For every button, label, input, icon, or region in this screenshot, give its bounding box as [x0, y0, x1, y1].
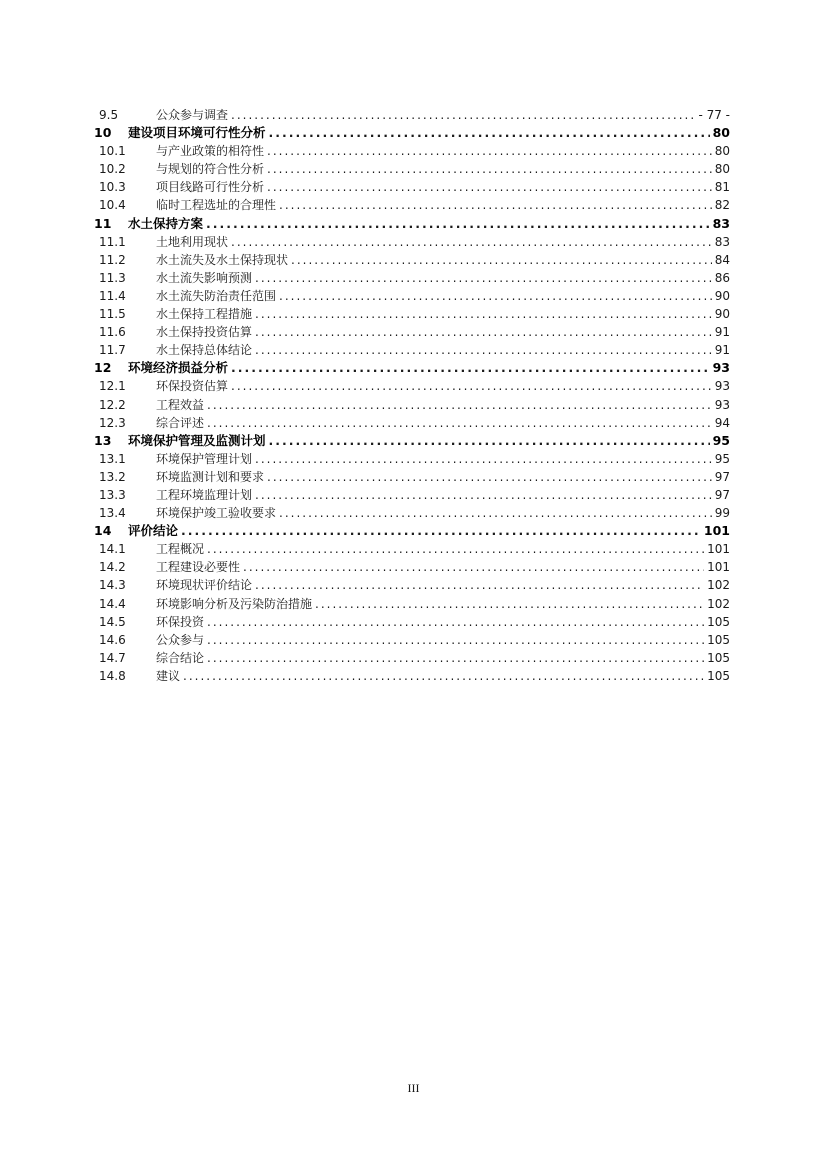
toc-entry-title: 公众参与调查 [156, 108, 229, 122]
toc-entry-page: 83 [714, 234, 730, 249]
toc-entry-page: 101 [703, 523, 730, 539]
toc-entry[interactable] [94, 160, 730, 178]
toc-entry[interactable] [94, 540, 730, 558]
toc-dot-leader [206, 215, 710, 233]
toc-entry-number: 12.2 [99, 397, 126, 412]
toc-entry[interactable] [94, 450, 730, 468]
toc-list [94, 106, 730, 685]
toc-dot-leader [231, 359, 710, 377]
toc-entry-number: 10.4 [99, 198, 126, 213]
toc-entry-number: 14.2 [99, 560, 126, 575]
toc-entry[interactable] [94, 649, 730, 667]
toc-entry-number: 12 [94, 360, 112, 376]
toc-entry-page: 105 [707, 614, 730, 629]
toc-entry[interactable] [94, 359, 730, 377]
toc-dot-leader [279, 504, 712, 522]
toc-dot-leader [279, 196, 712, 214]
toc-entry-page: 80 [714, 144, 730, 159]
toc-dot-leader [231, 233, 712, 251]
toc-entry-number: 13.1 [99, 451, 126, 466]
toc-entry-page: 80 [712, 125, 730, 141]
toc-entry-number: 13 [94, 432, 112, 448]
toc-dot-leader [207, 631, 704, 649]
toc-entry-number: 11.2 [99, 252, 126, 267]
toc-entry[interactable] [94, 215, 730, 233]
toc-entry-title: 环保投资估算 [156, 379, 229, 394]
toc-dot-leader [207, 649, 704, 667]
toc-dot-leader [207, 613, 704, 631]
toc-entry-page: 93 [714, 379, 730, 394]
toc-entry-number: 14.8 [99, 668, 126, 683]
toc-entry-page: 84 [714, 252, 730, 267]
toc-entry[interactable] [94, 233, 730, 251]
toc-entry-title: 与规划的符合性分析 [156, 162, 265, 177]
toc-dot-leader [255, 305, 712, 323]
toc-entry-number: 12.1 [99, 379, 126, 394]
toc-entry-title: 水土保持总体结论 [156, 343, 253, 358]
toc-entry-title: 工程建设必要性 [156, 560, 241, 575]
toc-entry-page: 90 [714, 307, 730, 322]
toc-dot-leader [255, 450, 712, 468]
toc-entry[interactable] [94, 468, 730, 486]
toc-entry-title: 项目线路可行性分析 [156, 180, 265, 195]
toc-entry-page: 101 [707, 560, 730, 575]
toc-entry[interactable] [94, 196, 730, 214]
toc-entry[interactable] [94, 667, 730, 685]
toc-dot-leader [269, 432, 710, 450]
toc-entry-number: 13.3 [99, 487, 126, 502]
toc-entry-page: 105 [707, 668, 730, 683]
toc-entry[interactable] [94, 305, 730, 323]
toc-entry[interactable] [94, 432, 730, 450]
toc-entry[interactable] [94, 377, 730, 395]
toc-entry-number: 10.3 [99, 180, 126, 195]
toc-entry[interactable] [94, 504, 730, 522]
toc-entry-page: 99 [714, 506, 730, 521]
toc-entry-number: 11.3 [99, 270, 126, 285]
toc-entry-page: 83 [712, 215, 730, 231]
toc-dot-leader [255, 576, 704, 594]
toc-entry-number: 11 [94, 215, 112, 231]
toc-entry[interactable] [94, 396, 730, 414]
toc-entry-number: 11.1 [99, 234, 126, 249]
toc-entry-title: 水土流失影响预测 [156, 270, 253, 285]
toc-entry-title: 环保投资 [156, 614, 205, 629]
toc-entry-title: 环境保护管理计划 [156, 451, 253, 466]
toc-entry[interactable] [94, 631, 730, 649]
toc-entry-title: 水土保持投资估算 [156, 325, 253, 340]
toc-entry-title: 水土保持工程措施 [156, 307, 253, 322]
toc-entry-number: 14.5 [99, 614, 126, 629]
toc-entry-page: 81 [714, 180, 730, 195]
toc-entry-page: 102 [707, 596, 730, 611]
toc-entry-number: 10.1 [99, 144, 126, 159]
toc-entry-page: 94 [714, 415, 730, 430]
toc-entry[interactable] [94, 251, 730, 269]
toc-entry-title: 环境经济损益分析 [128, 360, 229, 376]
toc-dot-leader [207, 540, 704, 558]
toc-entry-page: 91 [714, 343, 730, 358]
toc-entry-number: 14 [94, 523, 112, 539]
toc-entry[interactable] [94, 595, 730, 613]
toc-dot-leader [269, 124, 710, 142]
toc-dot-leader [243, 558, 704, 576]
toc-dot-leader [255, 323, 712, 341]
toc-entry-title: 公众参与 [156, 632, 205, 647]
toc-entry-title: 评价结论 [128, 523, 179, 539]
toc-entry-number: 11.7 [99, 343, 126, 358]
toc-entry-title: 环境影响分析及污染防治措施 [156, 596, 313, 611]
toc-entry-page: 86 [714, 270, 730, 285]
toc-entry-page: 95 [714, 451, 730, 466]
toc-dot-leader [267, 142, 712, 160]
page-footer [0, 1081, 827, 1096]
toc-entry-title: 建设项目环境可行性分析 [128, 125, 266, 141]
toc-entry-title: 水土流失及水土保持现状 [156, 252, 289, 267]
toc-dot-leader [255, 486, 712, 504]
toc-entry[interactable] [94, 558, 730, 576]
toc-dot-leader [279, 287, 712, 305]
toc-entry-title: 环境保护管理及监测计划 [128, 432, 266, 448]
toc-dot-leader [207, 396, 712, 414]
toc-dot-leader [231, 377, 712, 395]
toc-entry[interactable] [94, 323, 730, 341]
toc-entry-page: 97 [714, 469, 730, 484]
toc-entry-number: 14.7 [99, 650, 126, 665]
toc-entry-number: 14.3 [99, 578, 126, 593]
toc-entry[interactable] [94, 613, 730, 631]
toc-entry-title: 工程效益 [156, 397, 205, 412]
toc-entry-page: - 77 - [698, 108, 730, 122]
toc-entry-title: 与产业政策的相符性 [156, 144, 265, 159]
toc-dot-leader [207, 414, 712, 432]
toc-dot-leader [231, 106, 695, 124]
toc-entry-page: 101 [707, 542, 730, 557]
toc-entry-page: 97 [714, 487, 730, 502]
toc-entry-title: 水土流失防治责任范围 [156, 288, 277, 303]
toc-entry-number: 14.6 [99, 632, 126, 647]
toc-entry[interactable] [94, 287, 730, 305]
toc-entry-page: 91 [714, 325, 730, 340]
toc-dot-leader [291, 251, 712, 269]
toc-entry-number: 9.5 [99, 108, 119, 122]
toc-entry-page: 80 [714, 162, 730, 177]
toc-entry-number: 11.4 [99, 288, 126, 303]
toc-entry[interactable] [94, 124, 730, 142]
toc-entry-title: 环境保护竣工验收要求 [156, 506, 277, 521]
toc-entry[interactable] [94, 142, 730, 160]
toc-entry-page: 105 [707, 650, 730, 665]
toc-entry-page: 95 [712, 432, 730, 448]
toc-entry-page: 93 [712, 360, 730, 376]
toc-entry-number: 13.4 [99, 506, 126, 521]
toc-entry[interactable] [94, 414, 730, 432]
toc-entry-title: 综合评述 [156, 415, 205, 430]
toc-entry-number: 14.4 [99, 596, 126, 611]
toc-entry-number: 11.6 [99, 325, 126, 340]
toc-entry[interactable] [94, 106, 730, 124]
toc-entry-number: 13.2 [99, 469, 126, 484]
toc-entry[interactable] [94, 576, 730, 594]
toc-entry[interactable] [94, 522, 730, 540]
toc-entry[interactable] [94, 486, 730, 504]
toc-entry-number: 12.3 [99, 415, 126, 430]
toc-dot-leader [181, 522, 701, 540]
toc-entry-page: 102 [707, 578, 730, 593]
toc-entry-number: 10 [94, 125, 112, 141]
toc-dot-leader [315, 595, 704, 613]
toc-entry-page: 90 [714, 288, 730, 303]
toc-entry[interactable] [94, 341, 730, 359]
toc-entry[interactable] [94, 269, 730, 287]
toc-dot-leader [255, 341, 712, 359]
toc-entry-title: 环境现状评价结论 [156, 578, 253, 593]
toc-dot-leader [255, 269, 712, 287]
footer-page-number: III [407, 1081, 420, 1095]
toc-entry-page: 105 [707, 632, 730, 647]
toc-entry-title: 水土保持方案 [128, 215, 204, 231]
toc-entry-title: 土地利用现状 [156, 234, 229, 249]
toc-entry-title: 工程概况 [156, 542, 205, 557]
toc-entry-title: 建议 [156, 668, 181, 683]
toc-dot-leader [267, 160, 712, 178]
toc-entry-title: 综合结论 [156, 650, 205, 665]
toc-entry-number: 14.1 [99, 542, 126, 557]
toc-entry-title: 工程环境监理计划 [156, 487, 253, 502]
toc-entry[interactable] [94, 178, 730, 196]
toc-entry-title: 环境监测计划和要求 [156, 469, 265, 484]
toc-dot-leader [183, 667, 704, 685]
toc-entry-number: 10.2 [99, 162, 126, 177]
toc-entry-number: 11.5 [99, 307, 126, 322]
toc-entry-title: 临时工程选址的合理性 [156, 198, 277, 213]
toc-entry-page: 93 [714, 397, 730, 412]
toc-dot-leader [267, 178, 712, 196]
toc-dot-leader [267, 468, 712, 486]
toc-entry-page: 82 [714, 198, 730, 213]
